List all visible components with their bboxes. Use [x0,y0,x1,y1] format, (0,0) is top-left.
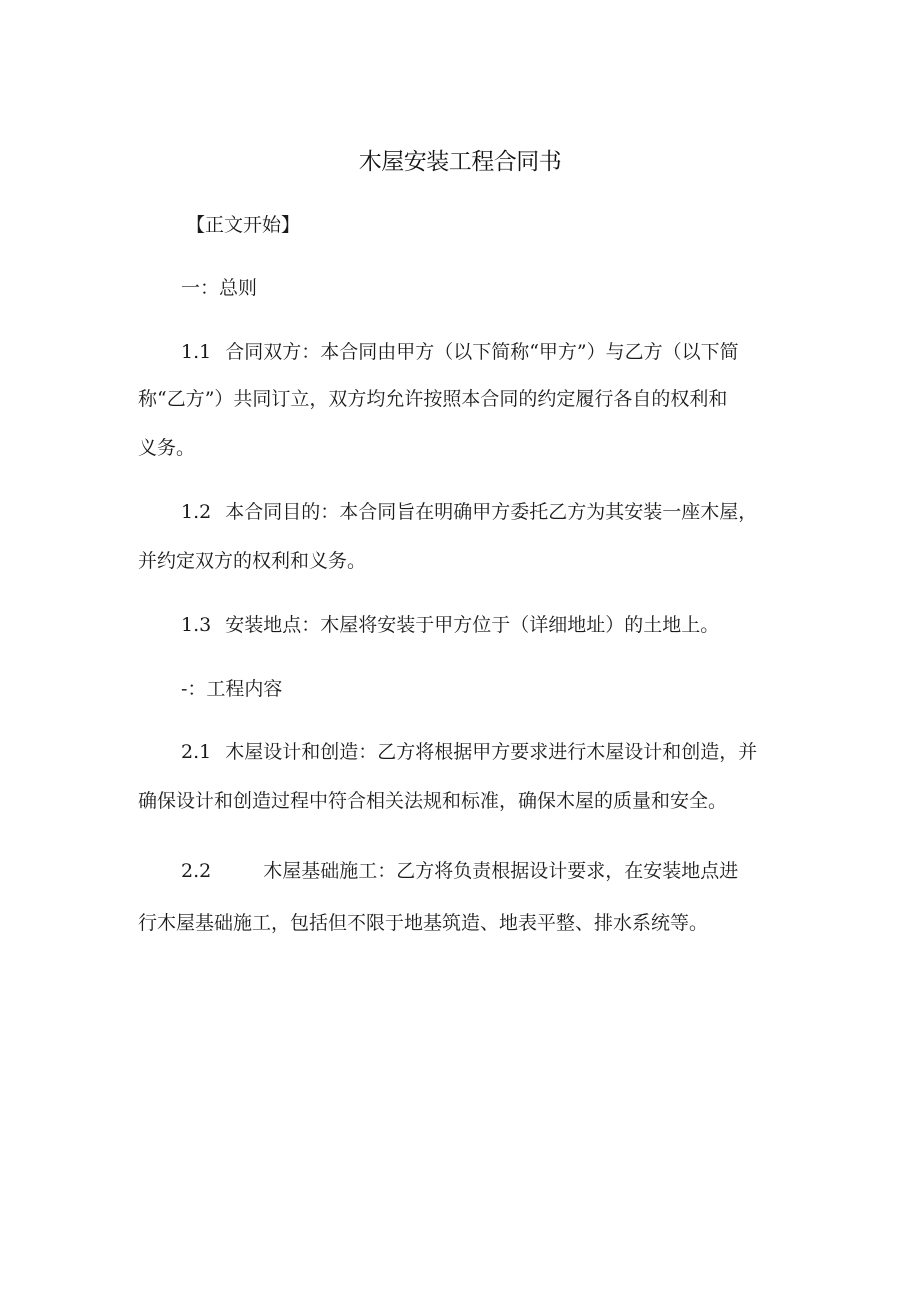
clause-2-1-line-1 [181,740,757,764]
clause-number: 1.2 [181,501,212,523]
clause-1-2-line-1 [181,500,757,524]
clause-number: 2.2 [181,860,212,882]
clause-number: 1.3 [181,614,212,636]
clause-text: 木屋设计和创造：乙方将根据甲方要求进行木屋设计和创造，并 [225,741,758,763]
clause-1-1-line-3: 义务。 [138,437,196,459]
clause-2-2-line-1 [181,859,738,883]
clause-number: 2.1 [181,741,212,763]
clause-1-3-line-1 [181,613,719,637]
clause-1-2-line-2: 并约定双方的权利和义务。 [138,550,367,572]
clause-text: 合同双方：本合同由甲方（以下简称“甲方”）与乙方（以下简 [225,341,739,363]
section-heading-works: -：工程内容 [181,678,283,700]
clause-text: 安装地点：木屋将安装于甲方位于（详细地址）的土地上。 [225,614,720,636]
clause-1-1-line-2: 称“乙方”）共同订立，双方均允许按照本合同的约定履行各自的权利和 [138,388,728,410]
clause-2-2-line-2: 行木屋基础施工，包括但不限于地基筑造、地表平整、排水系统等。 [138,912,709,934]
section-heading-general: 一：总则 [181,277,258,299]
clause-text: 本合同目的：本合同旨在明确甲方委托乙方为其安装一座木屋， [225,501,758,523]
clause-number: 1.1 [181,341,212,363]
body-start-marker: 【正文开始】 [186,214,301,236]
clause-2-1-line-2: 确保设计和创造过程中符合相关法规和标准，确保木屋的质量和安全。 [138,790,728,812]
document-title: 木屋安装工程合同书 [358,149,562,175]
clause-text: 木屋基础施工：乙方将负责根据设计要求，在安装地点进 [263,860,739,882]
clause-1-1-line-1 [181,340,739,364]
